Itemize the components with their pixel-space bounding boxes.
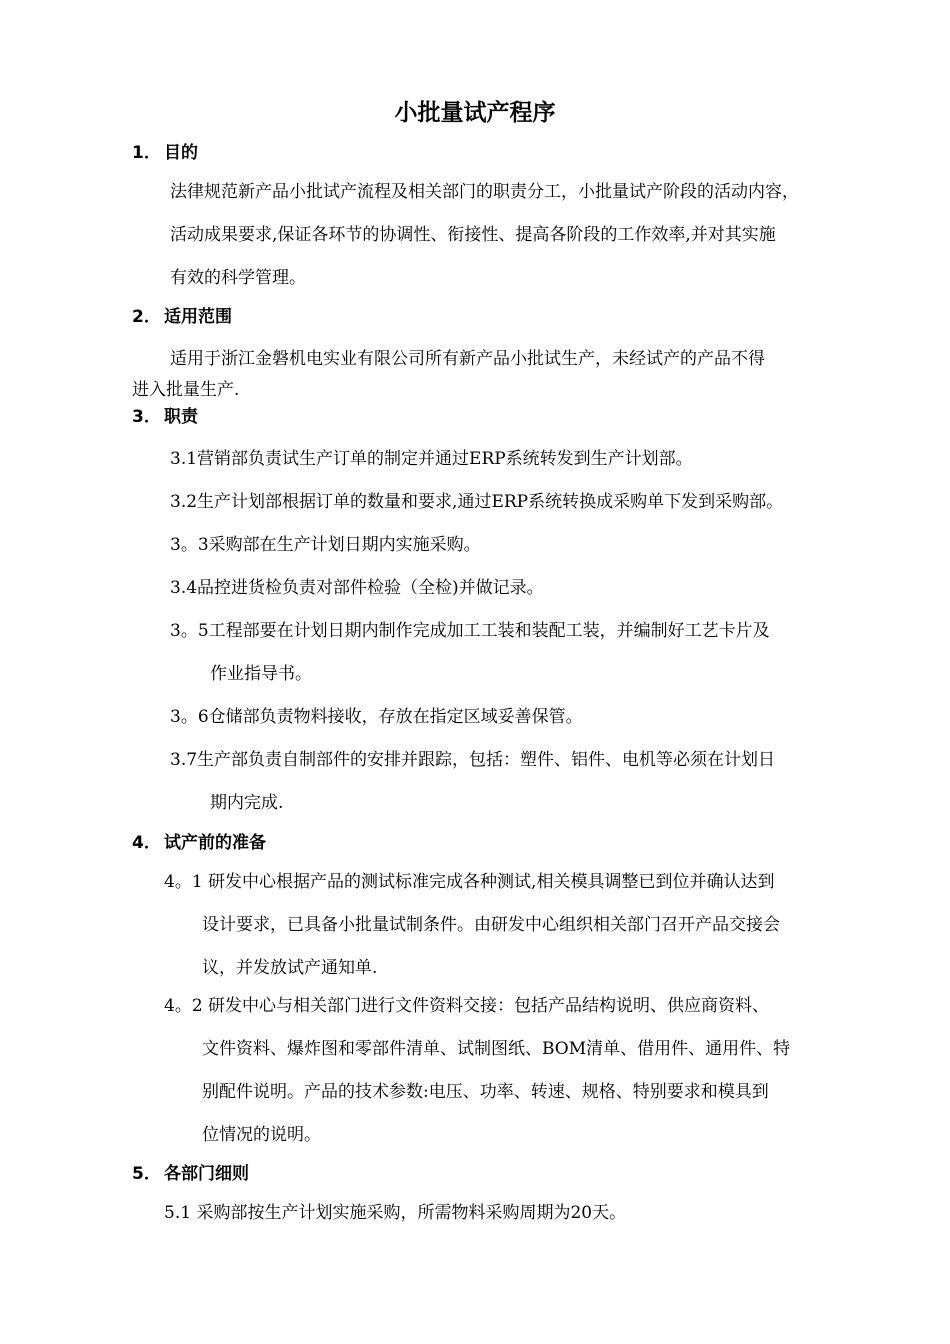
- list-item: 3.2生产计划部根据订单的数量和要求,通过ERP系统转换成采购单下发到采购部。: [170, 492, 784, 512]
- section-title: 试产前的准备: [164, 833, 266, 853]
- list-item: 3.4品控进货检负责对部件检验（全检)并做记录。: [170, 578, 544, 598]
- list-item: 3。6仓储部负责物料接收，存放在指定区域妥善保管。: [170, 707, 583, 727]
- document-title: 小批量试产程序: [394, 100, 556, 126]
- list-item: 4。2 研发中心与相关部门进行文件资料交接：包括产品结构说明、供应商资料、: [164, 996, 770, 1016]
- paragraph-line: 法律规范新产品小批试产流程及相关部门的职责分工，小批量试产阶段的活动内容，: [170, 182, 799, 202]
- section-title: 适用范围: [164, 307, 232, 327]
- section-heading: [132, 1162, 249, 1186]
- list-item-continuation: 作业指导书。: [210, 664, 312, 684]
- list-item-continuation: 文件资料、爆炸图和零部件清单、试制图纸、BOM清单、借用件、通用件、特: [202, 1039, 791, 1059]
- paragraph-line: 活动成果要求,保证各环节的协调性、衔接性、提高各阶段的工作效率,并对其实施: [170, 225, 776, 245]
- list-item: 3。5工程部要在计划日期内制作完成加工工装和装配工装，并编制好工艺卡片及: [170, 621, 770, 641]
- list-item: 3.1营销部负责试生产订单的制定并通过ERP系统转发到生产计划部。: [170, 449, 693, 469]
- list-item-continuation: 位情况的说明。: [202, 1125, 321, 1145]
- list-item: 3.7生产部负责自制部件的安排并跟踪，包括：塑件、铝件、电机等必须在计划日: [170, 750, 776, 770]
- list-item: 3。3采购部在生产计划日期内实施采购。: [170, 535, 481, 555]
- list-item: 5.1 采购部按生产计划实施采购，所需物料采购周期为20天。: [164, 1203, 627, 1223]
- section-heading: [132, 831, 266, 855]
- list-item-continuation: 期内完成.: [210, 793, 284, 813]
- paragraph-line: 有效的科学管理。: [170, 268, 306, 288]
- list-item-continuation: 议，并发放试产通知单.: [202, 958, 378, 978]
- section-number: 4．: [132, 833, 161, 853]
- section-number: 5．: [132, 1164, 161, 1184]
- section-heading: [132, 305, 232, 329]
- section-title: 目的: [164, 143, 198, 163]
- section-title: 各部门细则: [164, 1164, 249, 1184]
- section-number: 3．: [132, 407, 161, 427]
- list-item: 4。1 研发中心根据产品的测试标准完成各种测试,相关模具调整已到位并确认达到: [164, 872, 775, 892]
- list-item-continuation: 设计要求，已具备小批量试制条件。由研发中心组织相关部门召开产品交接会: [202, 915, 780, 935]
- paragraph-line: 进入批量生产.: [132, 380, 240, 400]
- paragraph-line: 适用于浙江金磐机电实业有限公司所有新产品小批试生产，未经试产的产品不得: [170, 349, 765, 369]
- section-title: 职责: [164, 407, 198, 427]
- list-item-continuation: 别配件说明。产品的技术参数:电压、功率、转速、规格、特别要求和模具到: [202, 1082, 769, 1102]
- section-number: 1．: [132, 143, 161, 163]
- section-number: 2．: [132, 307, 161, 327]
- section-heading: [132, 405, 198, 429]
- section-heading: [132, 141, 198, 165]
